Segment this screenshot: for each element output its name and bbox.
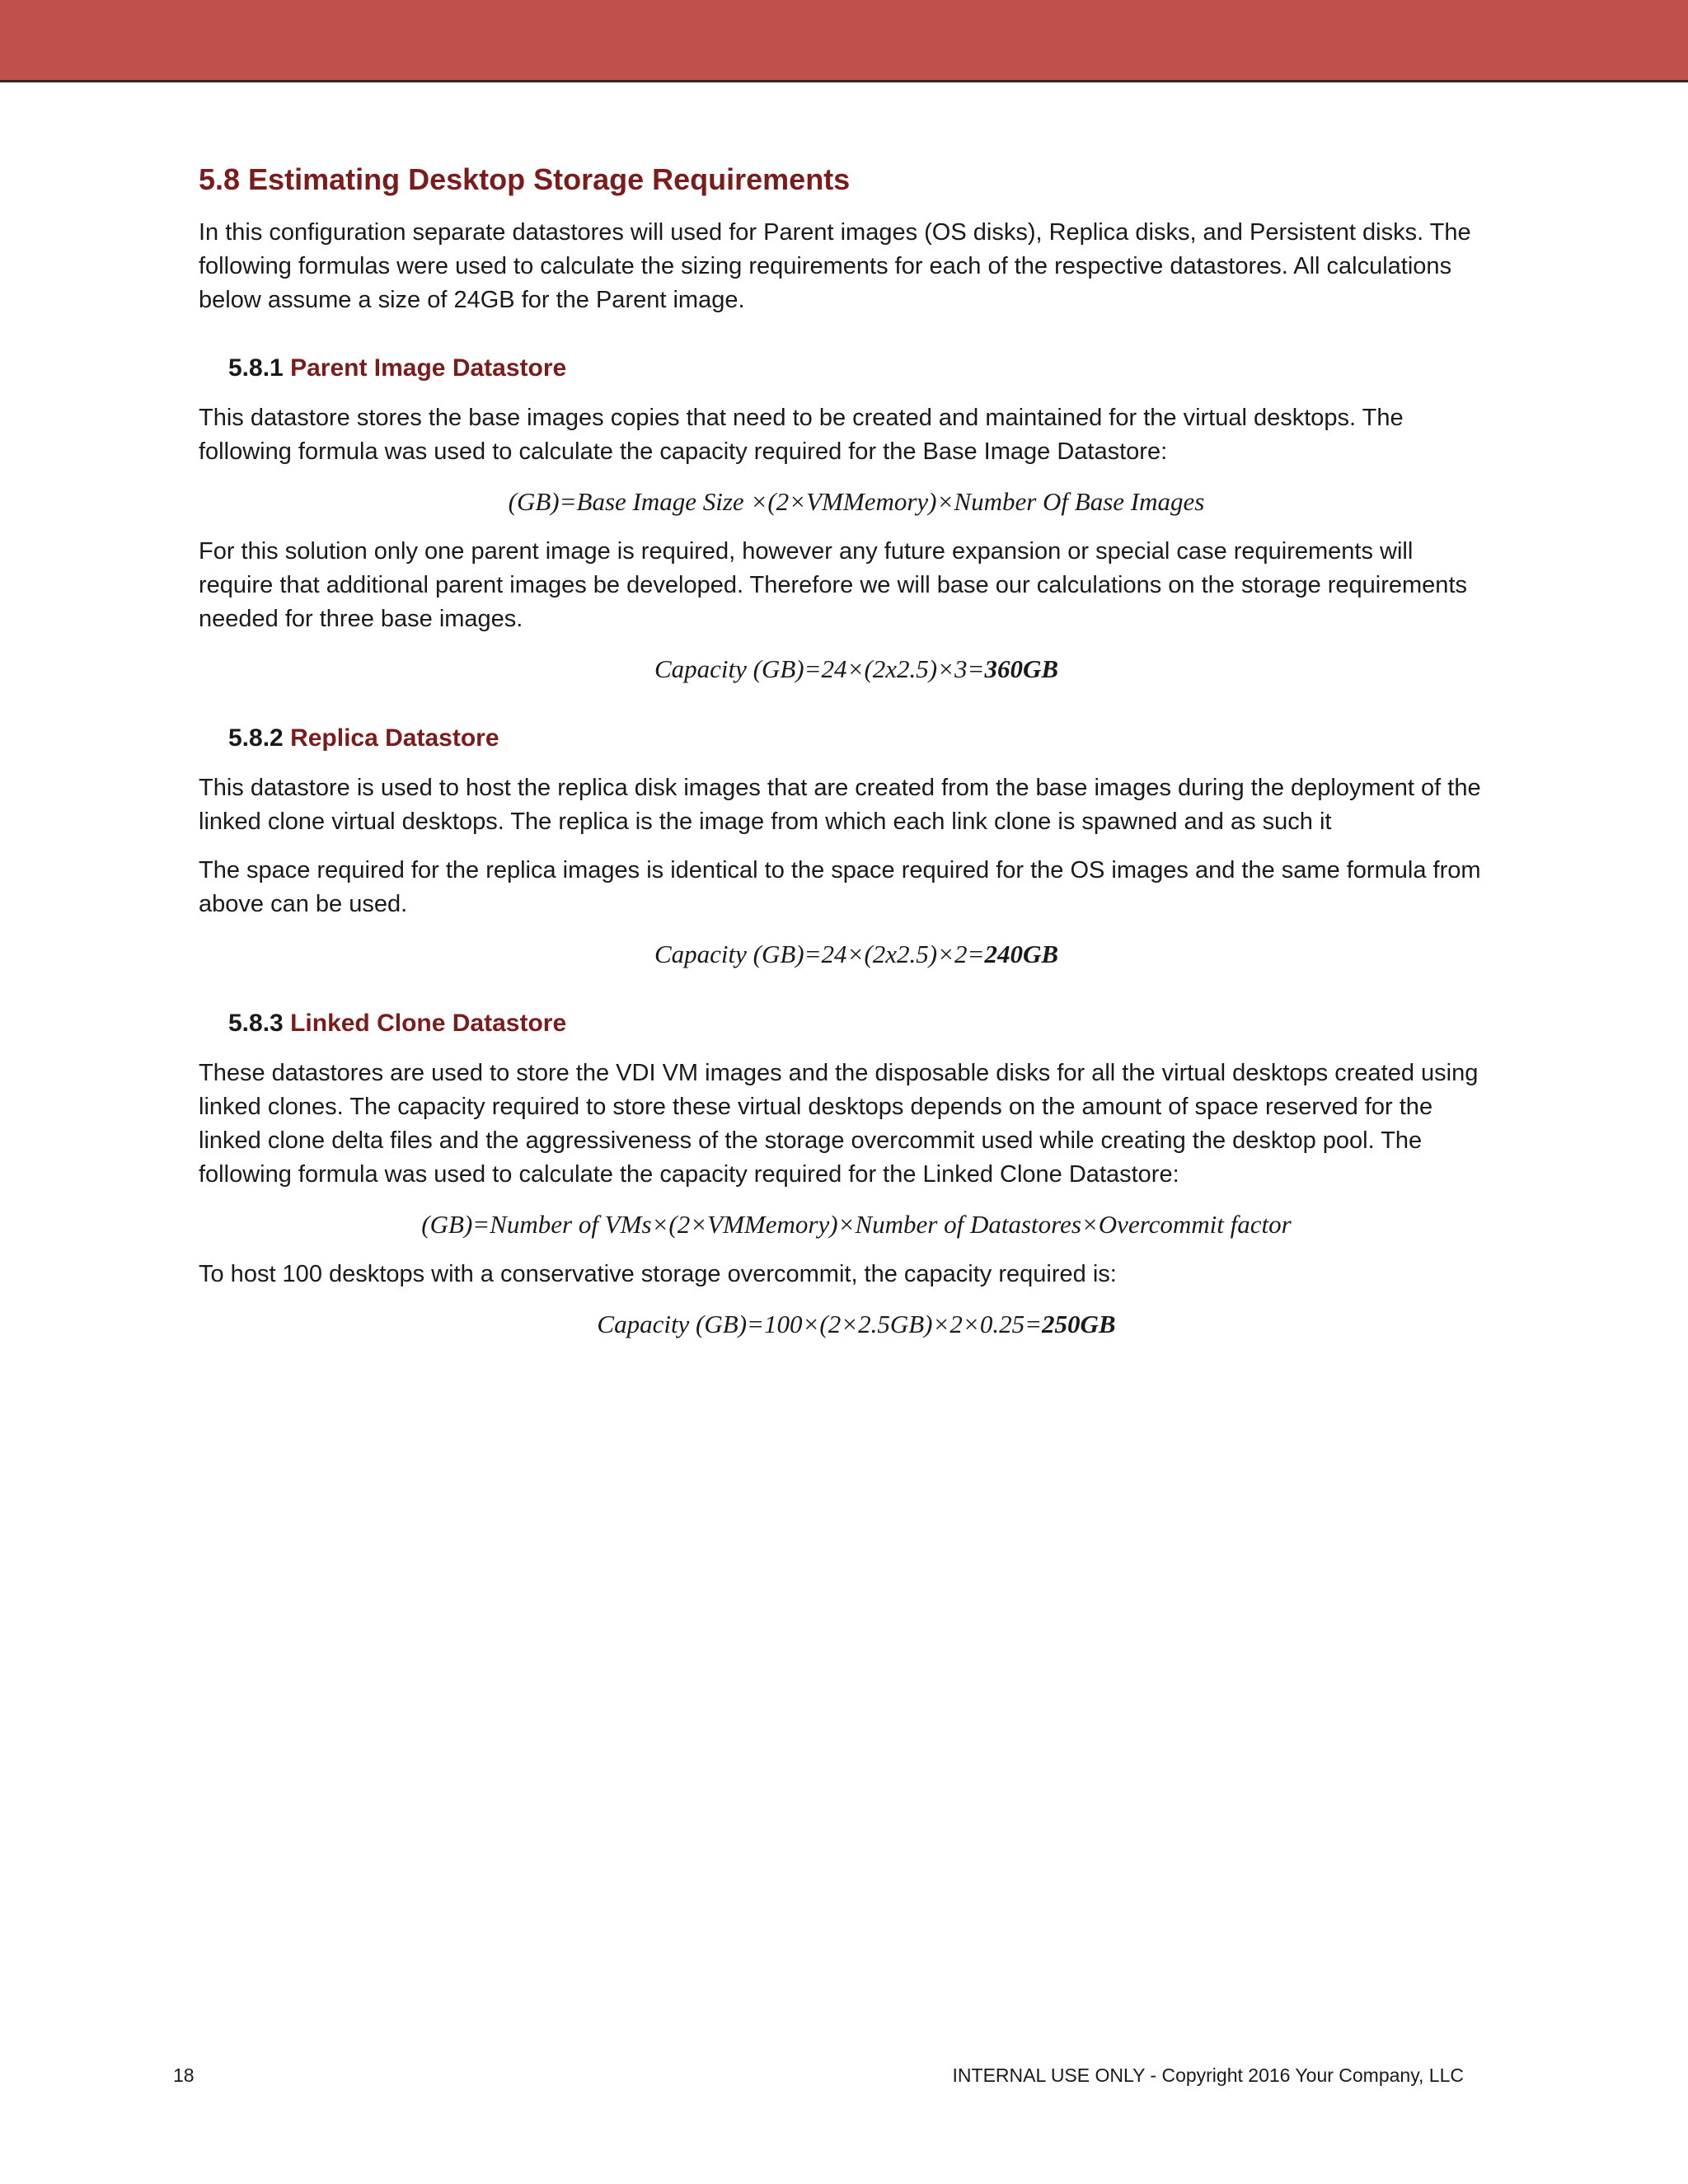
section-intro: In this configuration separate datastores will used for Parent images (OS disks), Replica disks, and Persistent disks. The following formulas were used to calculate the sizing requirements for each of the respective datastores. All calculations below assume a size of 24GB for the Parent image.	[199, 219, 1471, 313]
subsection-title-replica	[228, 720, 1484, 757]
calc-expression: Capacity (GB)=24×(2x2.5)×2=	[654, 940, 985, 968]
calc-result: 240GB	[984, 940, 1059, 968]
calc-result: 360GB	[984, 654, 1059, 683]
parent-formula: (GB)=Base Image Size ×(2×VMMemory)×Number Of Base Images	[508, 487, 1205, 516]
linked-paragraph-2: To host 100 desktops with a conservative storage overcommit, the capacity required is:	[199, 1261, 1117, 1287]
calc-result: 250GB	[1042, 1310, 1116, 1338]
subsection-number: 5.8.2	[228, 724, 284, 752]
linked-calculation	[228, 1306, 1484, 1343]
linked-paragraph-1: These datastores are used to store the VDI VM images and the disposable disks for all the virtual desktops created using linked clones. The capacity required to store these virtual desktops depends on the amount of space reserved for the linked clone delta files and the aggressiveness of the storage overcommit used while creating the desktop pool. The following formula was used to calculate the capacity required for the Linked Clone Datastore:	[199, 1060, 1479, 1188]
subsection-title-parent	[228, 350, 1484, 387]
footer-copyright: INTERNAL USE ONLY - Copyright 2016 Your Company, LLC	[952, 2064, 1464, 2086]
subsection-title-linked	[228, 1005, 1484, 1042]
replica-paragraph-2: The space required for the replica images is identical to the space required for the OS images and the same formula from above can be used.	[199, 857, 1481, 917]
subsection-number: 5.8.3	[228, 1010, 284, 1037]
header-bar	[0, 0, 1688, 82]
linked-formula: (GB)=Number of VMs×(2×VMMemory)×Number of Datastores×Overcommit factor	[421, 1210, 1292, 1239]
parent-paragraph-1: This datastore stores the base images copies that need to be created and maintained for the virtual desktops. The following formula was used to calculate the capacity required for the Base Image Datastore:	[199, 405, 1404, 465]
subsection-name: Replica Datastore	[290, 724, 499, 752]
subsection-number: 5.8.1	[228, 354, 284, 382]
calc-expression: Capacity (GB)=100×(2×2.5GB)×2×0.25=	[597, 1310, 1043, 1338]
replica-calculation	[228, 936, 1484, 972]
section-title: 5.8 Estimating Desktop Storage Requirements	[199, 162, 851, 196]
replica-paragraph-1: This datastore is used to host the replica disk images that are created from the base images during the deployment of the linked clone virtual desktops. The replica is the image from which each link clone is spawned and as such it	[199, 775, 1481, 835]
subsection-name: Parent Image Datastore	[290, 354, 567, 382]
page-number: 18	[173, 2064, 195, 2086]
parent-paragraph-2: For this solution only one parent image is required, however any future expansion or special case requirements will require that additional parent images be developed. Therefore we will base our calculations on the storage requirements needed for three base images.	[199, 538, 1467, 632]
calc-expression: Capacity (GB)=24×(2x2.5)×3=	[654, 654, 985, 683]
page-content	[199, 158, 1484, 1357]
parent-calculation	[228, 651, 1484, 687]
subsection-name: Linked Clone Datastore	[290, 1010, 567, 1037]
